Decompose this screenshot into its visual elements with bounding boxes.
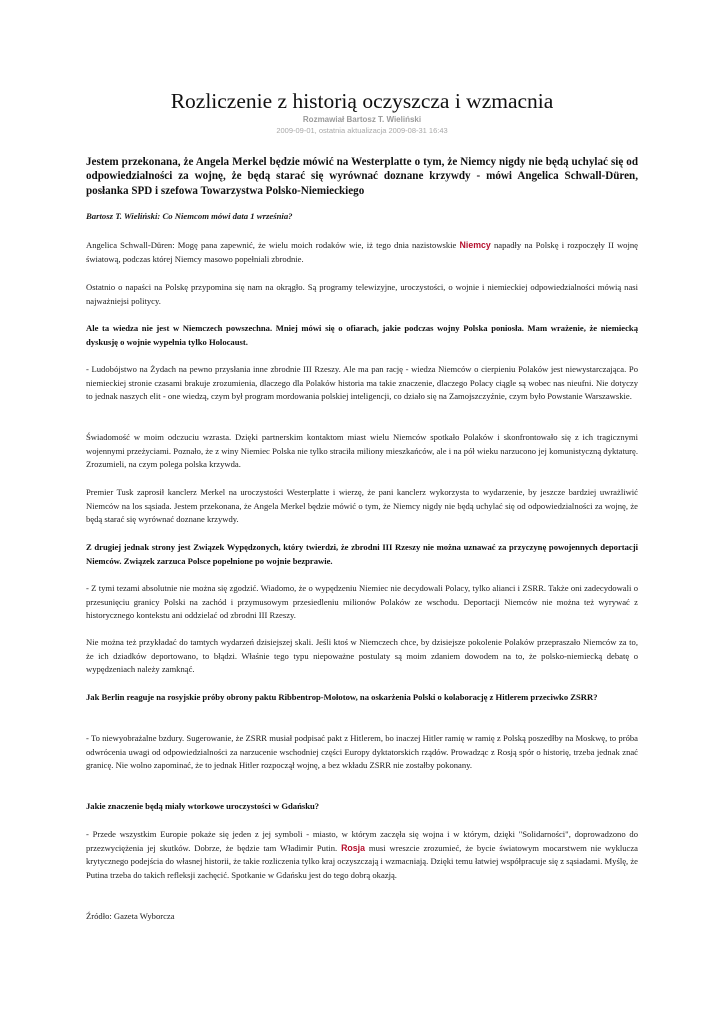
link-niemcy[interactable]: Niemcy (459, 240, 491, 250)
answer-1-text-b: napadły na Polskę i rozpoczęły II wojnę światową, podczas której Niemcy masowo popełniali zbrodnie. (86, 240, 638, 264)
question-1-block (86, 210, 638, 224)
question-4: Jak Berlin reaguje na rosyjskie próby obrony paktu Ribbentrop-Mołotow, na oskarżenia Polski o kolaborację z Hitlerem przeciwko ZSRR? (86, 692, 598, 702)
question-3-block (86, 541, 638, 568)
question-1: Bartosz T. Wieliński: Co Niemcom mówi data 1 września? (86, 211, 293, 221)
answer-5-text-a: - Przede wszystkim Europie pokaże się jeden z jej symboli - miasto, w którym zaczęła się wojna i w którym, dzięki "Solidarności", doprowadzono do przezwyciężenia jej skutków. Dobrze, że będzie tam Władimir Putin. (86, 829, 638, 853)
question-2-block (86, 322, 638, 349)
source-line-block (86, 910, 638, 924)
question-3: Z drugiej jednak strony jest Związek Wypędzonych, który twierdzi, że zbrodni III Rzeszy nie można uznawać za przyczynę powojennych deportacji Niemców. Związek zarzuca Polsce popełnione po wojnie bezprawie. (86, 542, 638, 566)
answer-2-paragraph-3: Premier Tusk zaprosił kanclerz Merkel na uroczystości Westerplatte i wierzę, że pani kanclerz wykorzysta to wydarzenie, by jeszcze bardziej uwrażliwić Niemców na los sąsiada. Jestem przekonana, że Angela Merkel będzie mówić o tym, że Niemcy nigdy nie będą uchylać się od odpowiedzialności za wojnę, że będą starać się wyrównać doznane krzywdy. (86, 487, 638, 525)
answer-1-text-a: Angelica Schwall-Düren: Mogę pana zapewnić, że wielu moich rodaków wie, iż tego dnia nazistowskie (86, 240, 460, 250)
answer-5-paragraph-1 (86, 828, 638, 883)
answer-1-paragraph-2: Ostatnio o napaści na Polskę przypomina się nam na okrągło. Są programy telewizyjne, uroczystości, o wojnie i niemieckiej odpowiedzialności mówią nasi najważniejsi politycy. (86, 282, 638, 306)
article-title: Rozliczenie z historią oczyszcza i wzmacnia (170, 89, 554, 113)
question-5-block (86, 800, 638, 814)
answer-5-text-b: musi wreszcie zrozumieć, że bycie światowym mocarstwem nie wyklucza krytycznego podejścia do własnej historii, że takie rozliczenia tylko kraj oczyszczają i wzmacniają. Dzięki temu łatwiej współpracuje się z sąsiadami. Myślę, że Putina trzeba do takich refleksji zachęcić. Spotkanie w Gdańsku jest do tego dobrą okazją. (86, 842, 638, 881)
answer-3-paragraph-2: Nie można też przykładać do tamtych wydarzeń dzisiejszej skali. Jeśli ktoś w Niemczech chce, by dzisiejsze pokolenie Polaków przepraszało Niemców za to, że ich dziadków deportowano, to błądzi. Właśnie tego typu niepoważne postulaty są moim zdaniem dowodem na to, że polsko-niemiecką debatę o wypędzeniach należy zamknąć. (86, 637, 638, 675)
article-date: 2009-09-01, ostatnia aktualizacja 2009-08-31 16:43 (276, 126, 448, 135)
article-lead: Jestem przekonana, że Angela Merkel będzie mówić na Westerplatte o tym, że Niemcy nigdy nie będą uchylać się od odpowiedzialności za wojnę, że będą starać się wyrównać doznane krzywdy - mówi Angelica Schwall-Düren, posłanka SPD i szefowa Towarzystwa Polsko-Niemieckiego (86, 156, 638, 197)
question-4-block (86, 691, 638, 705)
link-rosja[interactable]: Rosja (341, 842, 366, 853)
question-5: Jakie znaczenie będą miały wtorkowe uroczystości w Gdańsku? (86, 801, 320, 811)
answer-2-paragraph-1: - Ludobójstwo na Żydach na pewno przysłania inne zbrodnie III Rzeszy. Ale ma pan rację - wiedza Niemców o cierpieniu Polaków jest niewystarczająca. Po niemieckiej stronie czasami brakuje zrozumienia, dlaczego dla Polaków historia ma takie znaczenie, dlaczego Polacy ciągle są wobec nas nieufni. Nie dotyczy to jednak naszych elit - one wiedzą, czym był program mordowania polskiej inteligencji, co działo się na Zamojszczyźnie, czym było Powstanie Warszawskie. (86, 364, 638, 402)
source-line: Źródło: Gazeta Wyborcza (86, 911, 175, 921)
answer-4-paragraph-1: - To niewyobrażalne bzdury. Sugerowanie, że ZSRR musiał podpisać pakt z Hitlerem, bo inaczej Hitler ramię w ramię z Polską poszedłby na Moskwę, to próba odwrócenia uwagi od odpowiedzialności za narzucenie wschodniej części Europy dyktatorskich rządów. Prowadząc z Rosją spór o historię, trzeba jednak znać granicę. Nie wolno zapominać, że to jednak Hitler rozpoczął wojnę, a bez wkładu ZSRR nie zostałby pokonany. (86, 733, 638, 771)
article-author: Rozmawiał Bartosz T. Wieliński (302, 115, 422, 124)
answer-2-paragraph-2: Świadomość w moim odczuciu wzrasta. Dzięki partnerskim kontaktom miast wielu Niemców spotkało Polaków i skonfrontowało się z ich tragicznymi wojennymi przeżyciami. Poznało, że z winy Niemiec Polska nie tylko straciła miliony mieszkańców, ale i na pół wieku narzucono jej komunistyczną dyktaturę. Zrozumieli, na czym polega polska krzywda. (86, 432, 638, 470)
answer-3-paragraph-1: - Z tymi tezami absolutnie nie można się zgodzić. Wiadomo, że o wypędzeniu Niemiec nie decydowali Polacy, tylko alianci i ZSRR. Także oni zadecydowali o przesunięciu granicy Polski na zachód i przymusowym przesiedleniu milionów Polaków ze wschodu. Deportacji Niemców nie można też wyrywać z historycznego kontekstu ani oddzielać od zbrodni III Rzeszy. (86, 583, 638, 621)
answer-1-paragraph-1 (86, 239, 638, 266)
question-2: Ale ta wiedza nie jest w Niemczech powszechna. Mniej mówi się o ofiarach, jakie podczas wojny Polska poniosła. Mam wrażenie, że niemiecką dyskusję o wojnie wypełnia tylko Holocaust. (86, 323, 638, 347)
